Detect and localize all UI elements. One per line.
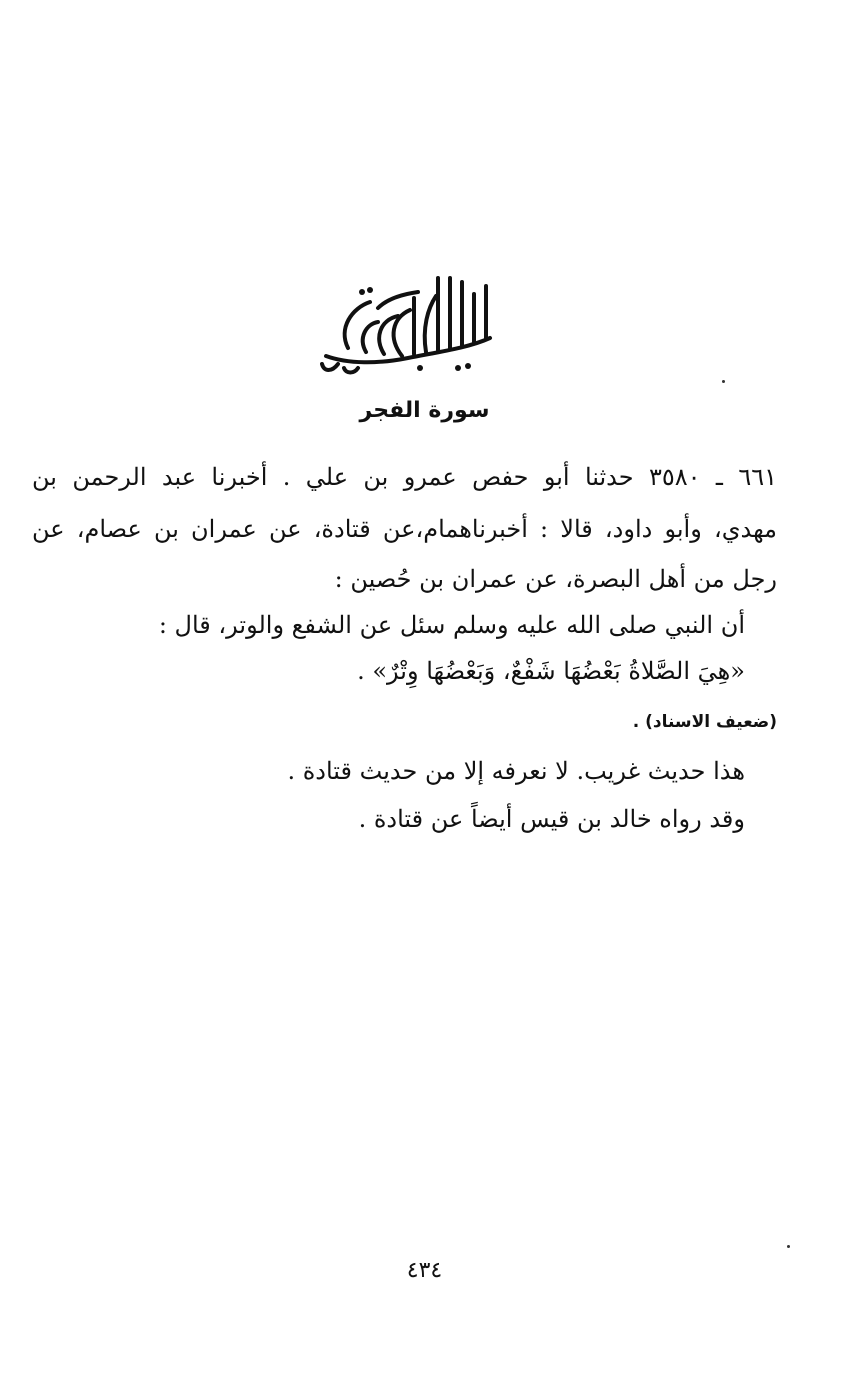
hadith-line-4: أن النبي صلى الله عليه وسلم سئل عن الشفع والوتر، قال : xyxy=(158,611,745,639)
surah-title: سورة الفجر xyxy=(359,398,490,423)
commentary-line-1: هذا حديث غريب. لا نعرفه إلا من حديث قتادة . xyxy=(287,757,745,785)
page-number: ٤٣٤ xyxy=(406,1258,443,1283)
hadith-line-1: ٦٦١ ـ ٣٥٨٠ حدثنا أبو حفص عمرو بن علي . أخبرنا عبد الرحمن بن xyxy=(32,463,777,491)
hadith-line-3: رجل من أهل البصرة، عن عمران بن حُصين : xyxy=(334,565,777,593)
print-speck xyxy=(722,380,725,383)
basmala-calligraphy-image xyxy=(318,268,498,378)
commentary-line-2: وقد رواه خالد بن قيس أيضاً عن قتادة . xyxy=(358,805,745,833)
grading-label: (ضعيف الاسناد) . xyxy=(632,712,777,732)
print-speck xyxy=(787,1245,790,1248)
hadith-line-2: مهدي، وأبو داود، قالا : أخبرناهمام،عن قتادة، عن عمران بن عصام، عن xyxy=(32,515,777,543)
basmala-calligraphy xyxy=(318,268,498,378)
hadith-matn: «هِيَ الصَّلاةُ بَعْضُهَا شَفْعٌ، وَبَعْضُهَا وِتْرٌ» . xyxy=(357,657,745,685)
